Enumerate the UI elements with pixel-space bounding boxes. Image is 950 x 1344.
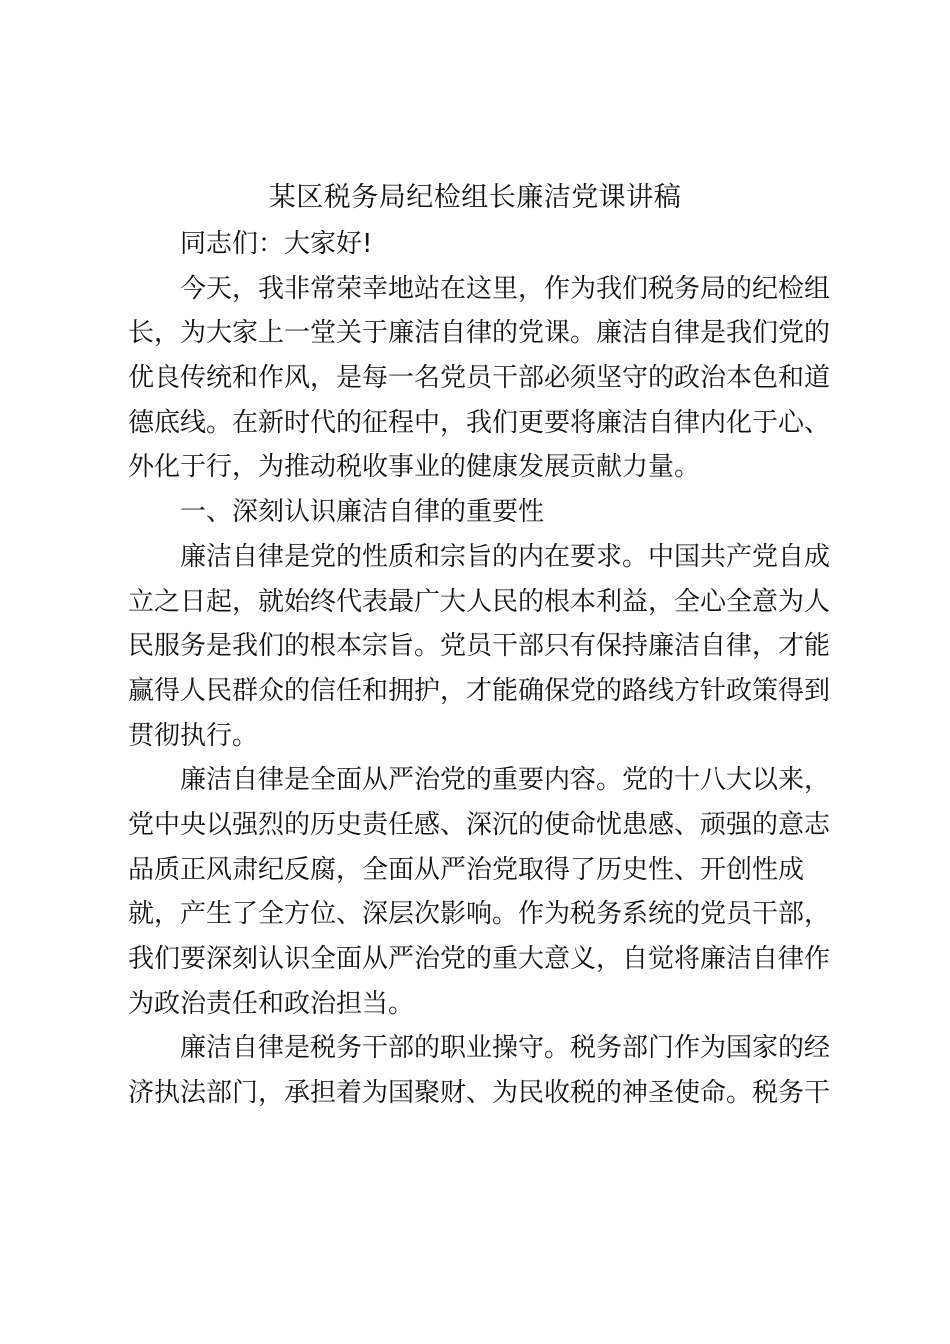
paragraph-line: 就，产生了全方位、深层次影响。作为税务系统的党员干部， xyxy=(128,899,831,930)
document-body xyxy=(128,222,831,1116)
section-heading: 一、深刻认识廉洁自律的重要性 xyxy=(180,497,545,528)
paragraph-line: 德底线。在新时代的征程中，我们更要将廉洁自律内化于心、 xyxy=(128,407,831,438)
paragraph-line: 长，为大家上一堂关于廉洁自律的党课。廉洁自律是我们党的 xyxy=(128,318,831,349)
paragraph-line: 我们要深刻认识全面从严治党的重大意义，自觉将廉洁自律作 xyxy=(128,944,831,974)
paragraph-line: 立之日起，就始终代表最广大人民的根本利益，全心全意为人 xyxy=(128,586,831,617)
paragraph-line: 廉洁自律是税务干部的职业操守。税务部门作为国家的经 xyxy=(180,1033,831,1064)
paragraph-line: 为政治责任和政治担当。 xyxy=(128,988,415,1019)
paragraph-line: 外化于行，为推动税收事业的健康发展贡献力量。 xyxy=(128,452,701,483)
paragraph-line: 党中央以强烈的历史责任感、深沉的使命忧患感、顽强的意志 xyxy=(128,809,831,840)
document-title: 某区税务局纪检组长廉洁党课讲稿 xyxy=(268,182,682,213)
paragraph-line: 优良传统和作风，是每一名党员干部必须坚守的政治本色和道 xyxy=(128,363,831,394)
paragraph-line: 廉洁自律是党的性质和宗旨的内在要求。中国共产党自成 xyxy=(180,541,831,572)
paragraph-line: 品质正风肃纪反腐，全面从严治党取得了历史性、开创性成 xyxy=(128,854,805,885)
paragraph-line: 贯彻执行。 xyxy=(128,720,259,751)
paragraph-line: 今天，我非常荣幸地站在这里，作为我们税务局的纪检组 xyxy=(180,273,831,304)
greeting-line: 同志们：大家好! xyxy=(180,229,373,259)
paragraph-line: 赢得人民群众的信任和拥护，才能确保党的路线方针政策得到 xyxy=(128,675,831,706)
paragraph-line: 济执法部门，承担着为国聚财、为民收税的神圣使命。税务干 xyxy=(128,1078,831,1109)
paragraph-line: 民服务是我们的根本宗旨。党员干部只有保持廉洁自律，才能 xyxy=(128,631,831,662)
paragraph-line: 廉洁自律是全面从严治党的重要内容。党的十八大以来， xyxy=(180,765,831,796)
